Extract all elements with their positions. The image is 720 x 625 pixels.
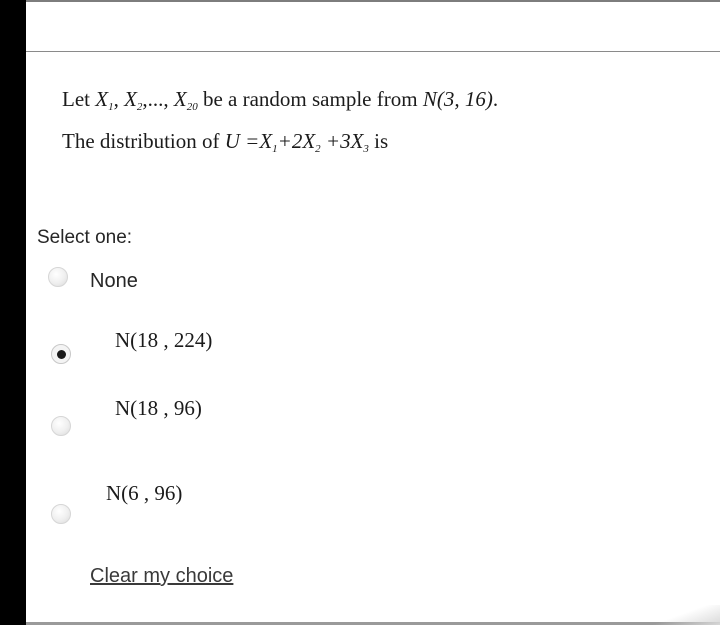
population-distribution: N(3, 16) xyxy=(422,87,493,111)
expr-term3: $+3X_3$ xyxy=(325,129,369,155)
option-n18-96-label: N(18 , 96) xyxy=(115,396,202,420)
radio-n6-96[interactable] xyxy=(51,504,71,524)
question-prefix: Let xyxy=(62,87,90,111)
question-suffix: be a random sample from xyxy=(202,87,418,111)
radio-n18-224[interactable] xyxy=(51,344,71,364)
option-n6-96[interactable] xyxy=(40,480,440,520)
expr-u: $U =X_1$ xyxy=(224,129,278,155)
left-border-bar xyxy=(0,0,26,625)
question-line2-prefix: The distribution of xyxy=(62,129,220,153)
question-line-2 xyxy=(62,129,388,155)
corner-shadow xyxy=(650,605,720,625)
option-n18-96[interactable] xyxy=(40,392,440,432)
radio-none[interactable] xyxy=(48,267,68,287)
var-x1: $X_1$ xyxy=(95,87,114,113)
var-x2: $X_2$ xyxy=(124,87,143,113)
question-line-1: Let $X_1$, $X_2$,..., $X_{20}$ be a random sample from N(3, 16). xyxy=(62,87,499,113)
option-n18-224-label: N(18 , 224) xyxy=(115,328,213,352)
option-none[interactable] xyxy=(40,264,440,304)
select-one-label: Select one: xyxy=(37,227,133,248)
option-n18-224[interactable] xyxy=(40,320,440,360)
question-line2-suffix: is xyxy=(374,129,389,153)
top-panel xyxy=(26,0,720,52)
clear-my-choice-link[interactable]: Clear my choice xyxy=(90,565,234,587)
option-none-label: None xyxy=(90,270,138,292)
var-x20: $X_{20}$ xyxy=(173,87,198,113)
expr-term2: $+2X_2$ xyxy=(277,129,321,155)
question-box xyxy=(26,53,720,193)
radio-n18-96[interactable] xyxy=(51,416,71,436)
option-n6-96-label: N(6 , 96) xyxy=(106,481,183,505)
